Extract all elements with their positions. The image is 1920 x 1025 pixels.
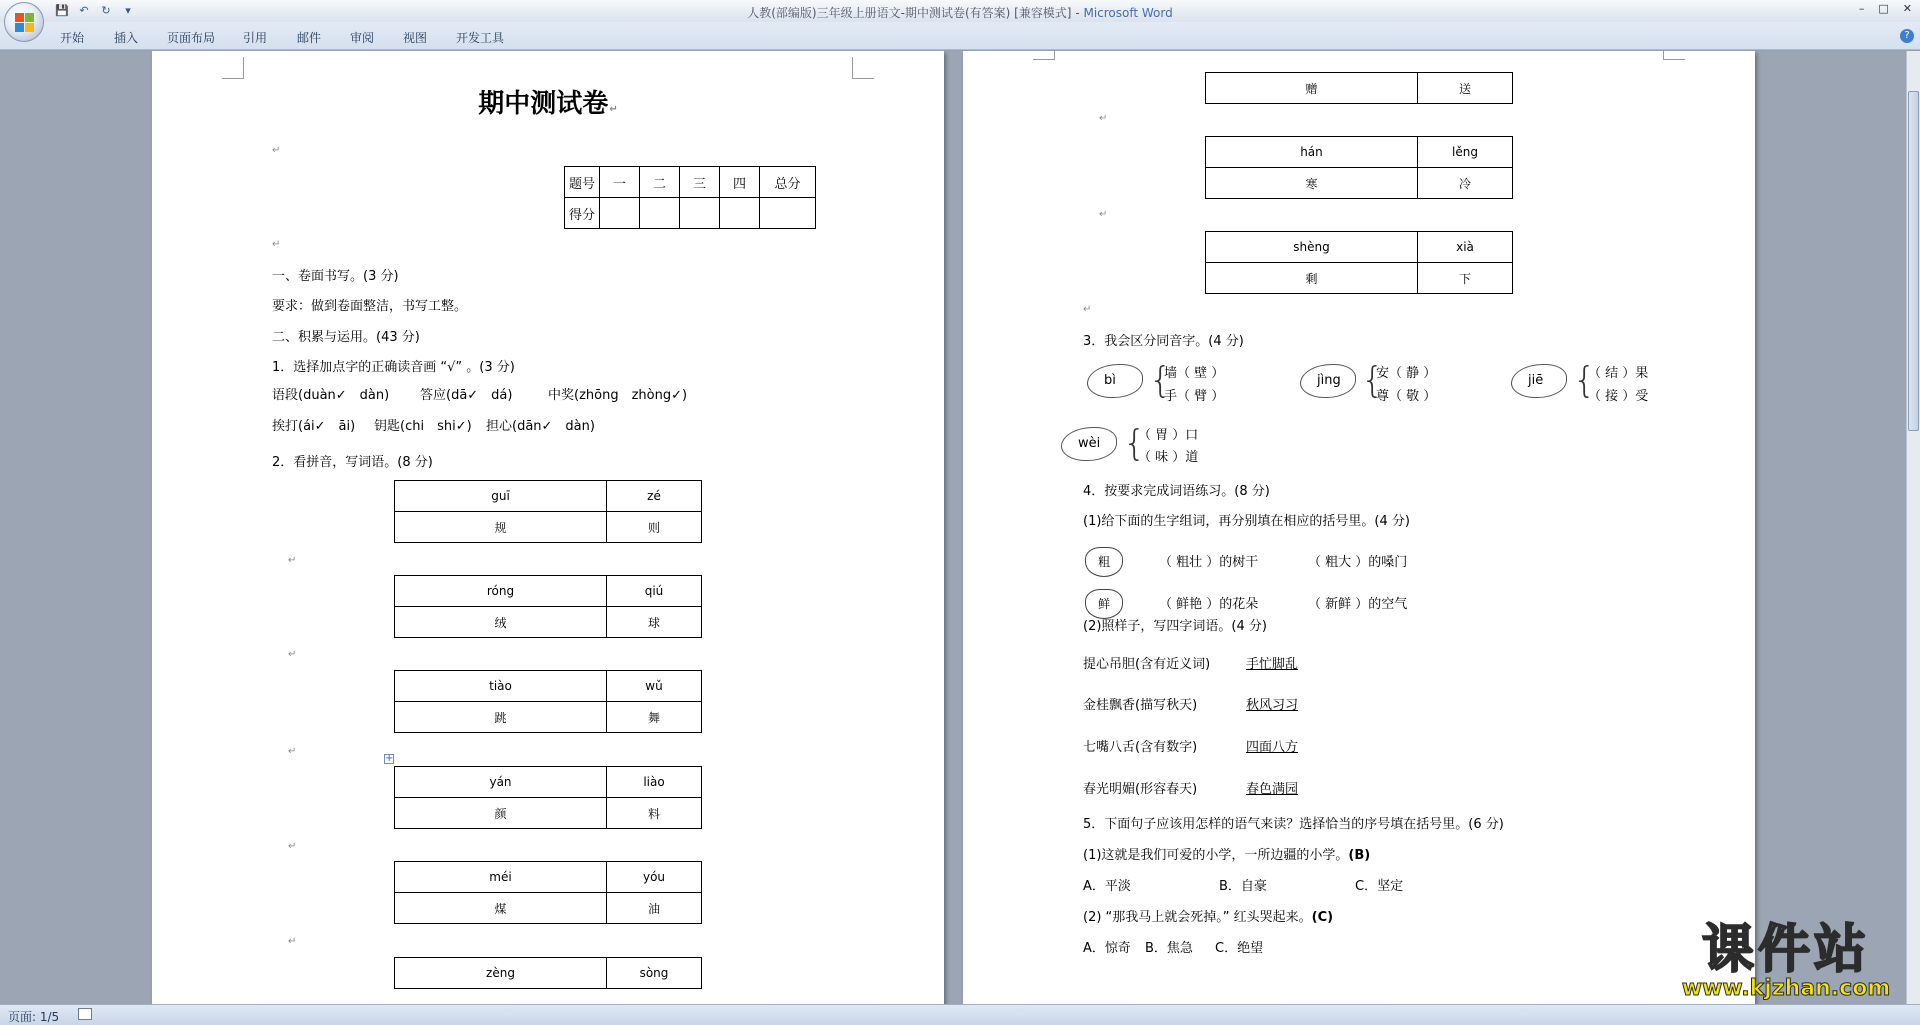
tab-mailings[interactable]: 邮件	[297, 31, 322, 45]
idiom-answer: 秋风习习	[1246, 698, 1299, 713]
pinyin-table	[1205, 72, 1513, 104]
section2-heading: 二、积累与运用。(43 分)	[272, 330, 420, 345]
tab-insert[interactable]: 插入	[114, 31, 139, 45]
word-cell: 送	[1418, 73, 1513, 104]
pinyin-cell: hán	[1206, 137, 1418, 168]
score-cell: 一	[600, 167, 640, 198]
homophone-word: 墙（ 壁 ）	[1164, 366, 1225, 381]
score-cell: 四	[720, 167, 760, 198]
word-cell: 舞	[607, 702, 702, 733]
document-workspace[interactable]	[0, 51, 1906, 1004]
ribbon-tabs	[0, 22, 1920, 50]
pinyin-cell: qiú	[607, 576, 702, 607]
q1-item: 中奖(zhōng zhòng✓)	[548, 388, 688, 403]
minimize-button[interactable]: –	[1858, 2, 1865, 15]
office-button[interactable]	[4, 2, 44, 42]
proofing-icon[interactable]	[78, 1008, 92, 1020]
pinyin-table	[394, 575, 702, 638]
pinyin-cell: sòng	[607, 958, 702, 989]
idiom-question: 提心吊胆(含有近义词)	[1083, 657, 1211, 672]
option: C．坚定	[1355, 879, 1404, 894]
word-cell: 剩	[1206, 263, 1418, 294]
redo-icon[interactable]: ↻	[101, 4, 111, 17]
scrollbar-thumb[interactable]	[1908, 91, 1919, 431]
brace: {	[1361, 360, 1384, 401]
homophone-word: （ 接 ）受	[1588, 389, 1649, 404]
option: C．绝望	[1215, 941, 1264, 956]
pinyin-table	[1205, 136, 1513, 199]
pinyin-cell: guī	[395, 481, 607, 512]
help-icon[interactable]: ?	[1900, 29, 1914, 43]
pinyin-table	[394, 957, 702, 989]
pinyin-table	[1205, 231, 1513, 294]
q1-item: 钥匙(chi shi✓)	[374, 419, 472, 434]
pinyin-table	[394, 480, 702, 543]
document-name: 人教(部编版)三年级上册语文-期中测试卷(有答案) [兼容模式]	[747, 6, 1072, 20]
tab-home[interactable]: 开始	[60, 31, 85, 45]
jar-icon: 粗	[1085, 547, 1123, 577]
word-cell: 下	[1418, 263, 1513, 294]
vertical-scrollbar[interactable]	[1906, 51, 1920, 1004]
question-4-2: (2)照样子，写四字词语。(4 分)	[1083, 619, 1267, 634]
pinyin-cell: méi	[395, 862, 607, 893]
idiom-answer: 春色满园	[1246, 782, 1299, 797]
word-cell: 赠	[1206, 73, 1418, 104]
office-logo-icon	[15, 13, 35, 33]
watermark-url: www.kjzhan.com	[1681, 976, 1891, 1001]
word-cell: 颜	[395, 798, 607, 829]
brace: {	[1123, 423, 1146, 464]
customize-qat-icon[interactable]: ▾	[125, 4, 131, 17]
close-button[interactable]: ✕	[1902, 2, 1912, 15]
pinyin-cell: lěng	[1418, 137, 1513, 168]
pinyin-cell: zèng	[395, 958, 607, 989]
crop-mark	[1663, 51, 1685, 60]
homophone-word: （ 胃 ）口	[1138, 428, 1199, 443]
q1-item: 挨打(ái✓ āi)	[272, 419, 356, 434]
pinyin-cell: yóu	[607, 862, 702, 893]
title-separator: -	[1071, 6, 1084, 20]
page-left[interactable]	[152, 51, 944, 1004]
pinyin-cell: liào	[607, 767, 702, 798]
save-icon[interactable]: 💾	[55, 4, 69, 17]
word-cell: 油	[607, 893, 702, 924]
pinyin-cell: tiào	[395, 671, 607, 702]
idiom-answer: 手忙脚乱	[1246, 657, 1299, 672]
idiom-question: 春光明媚(形容春天)	[1083, 782, 1198, 797]
q4-answer: （ 鲜艳 ）的花朵	[1159, 597, 1259, 612]
page-counter[interactable]: 页面: 1/5	[8, 1010, 60, 1024]
option: B．焦急	[1145, 941, 1193, 956]
homophone-word: 尊（ 敬 ）	[1376, 389, 1437, 404]
question-5-2: (2) “那我马上就会死掉。” 红头哭起来。(C)	[1083, 910, 1334, 925]
pinyin-cell: wǔ	[607, 671, 702, 702]
tab-review[interactable]: 审阅	[350, 31, 375, 45]
window-controls	[1859, 2, 1912, 15]
pinyin-table	[394, 766, 702, 829]
idiom-answer: 四面八方	[1246, 740, 1299, 755]
word-cell: 则	[607, 512, 702, 543]
crop-mark	[222, 57, 244, 79]
page-right[interactable]	[963, 51, 1755, 1004]
leaf-icon: jìng	[1300, 364, 1356, 398]
paragraph-mark: ↵	[1083, 304, 1092, 315]
pinyin-cell: shèng	[1206, 232, 1418, 263]
tab-references[interactable]: 引用	[243, 31, 268, 45]
question-2: 2．看拼音，写词语。(8 分)	[272, 455, 433, 470]
question-3: 3．我会区分同音字。(4 分)	[1083, 334, 1244, 349]
word-cell: 料	[607, 798, 702, 829]
brace: {	[1573, 360, 1596, 401]
tab-view[interactable]: 视图	[403, 31, 428, 45]
score-cell: 题号	[565, 167, 600, 198]
homophone-word: （ 味 ）道	[1138, 450, 1199, 465]
paragraph-mark: ↵	[1099, 113, 1108, 124]
paragraph-mark: ↵	[288, 936, 297, 947]
leaf-icon: wèi	[1061, 427, 1117, 461]
option: A．惊奇	[1083, 941, 1131, 956]
pinyin-table	[394, 670, 702, 733]
option: A．平淡	[1083, 879, 1131, 894]
pinyin-cell: zé	[607, 481, 702, 512]
paragraph-mark: ↵	[288, 746, 297, 757]
q4-answer: （ 粗大 ）的嗓门	[1308, 555, 1408, 570]
jar-icon: 鲜	[1085, 589, 1123, 619]
score-cell: 得分	[565, 198, 600, 229]
exam-title: 期中测试卷↵	[478, 89, 618, 119]
status-bar	[0, 1004, 1920, 1025]
title-bar	[0, 0, 1920, 22]
homophone-word: 手（ 臂 ）	[1164, 389, 1225, 404]
leaf-icon: bì	[1087, 364, 1143, 398]
word-cell: 球	[607, 607, 702, 638]
question-4: 4．按要求完成词语练习。(8 分)	[1083, 484, 1270, 499]
idiom-question: 七嘴八舌(含有数字)	[1083, 740, 1198, 755]
paragraph-mark: ↵	[272, 239, 281, 250]
homophone-word: 安（ 静 ）	[1376, 366, 1437, 381]
option: B．自豪	[1219, 879, 1267, 894]
word-cell: 跳	[395, 702, 607, 733]
word-cell: 绒	[395, 607, 607, 638]
question-5: 5．下面句子应该用怎样的语气来读？选择恰当的序号填在括号里。(6 分)	[1083, 817, 1504, 832]
q4-answer: （ 粗壮 ）的树干	[1159, 555, 1259, 570]
q1-item: 语段(duàn✓ dàn)	[272, 388, 390, 403]
pinyin-cell: róng	[395, 576, 607, 607]
idiom-question: 金桂飘香(描写秋天)	[1083, 698, 1198, 713]
window-title	[0, 4, 1920, 21]
paragraph-mark: ↵	[288, 555, 297, 566]
homophone-word: （ 结 ）果	[1588, 366, 1649, 381]
question-4-1: (1)给下面的生字组词，再分别填在相应的括号里。(4 分)	[1083, 514, 1410, 529]
question-1: 1．选择加点字的正确读音画 “√” 。(3 分)	[272, 360, 515, 375]
undo-icon[interactable]: ↶	[79, 4, 89, 17]
pinyin-cell: xià	[1418, 232, 1513, 263]
section1-requirement: 要求：做到卷面整洁，书写工整。	[272, 299, 468, 314]
q4-answer: （ 新鲜 ）的空气	[1308, 597, 1408, 612]
crop-mark	[852, 57, 874, 79]
word-cell: 冷	[1418, 168, 1513, 199]
app-name: Microsoft Word	[1083, 6, 1173, 20]
q1-item: 答应(dā✓ dá)	[420, 388, 513, 403]
leaf-icon: jiē	[1511, 364, 1567, 398]
score-cell: 总分	[760, 167, 816, 198]
pinyin-table	[394, 861, 702, 924]
maximize-button[interactable]: □	[1878, 2, 1889, 15]
crop-mark	[1033, 51, 1055, 60]
paragraph-mark: ↵	[288, 649, 297, 660]
answer-letter: (B)	[1348, 848, 1371, 863]
watermark	[1666, 920, 1906, 1001]
brace: {	[1149, 360, 1172, 401]
watermark-logo-text: 课件站	[1701, 920, 1870, 980]
pinyin-cell: yán	[395, 767, 607, 798]
score-table	[564, 166, 816, 229]
paragraph-mark: ↵	[288, 841, 297, 852]
word-cell: 寒	[1206, 168, 1418, 199]
word-cell: 煤	[395, 893, 607, 924]
score-cell: 二	[640, 167, 680, 198]
score-cell: 三	[680, 167, 720, 198]
table-move-handle-icon[interactable]: +	[385, 753, 394, 764]
q1-item: 担心(dān✓ dàn)	[486, 419, 595, 434]
question-5-1: (1)这就是我们可爱的小学，一所边疆的小学。(B)	[1083, 848, 1371, 863]
tab-page-layout[interactable]: 页面布局	[167, 31, 216, 45]
tab-developer[interactable]: 开发工具	[456, 31, 505, 45]
answer-letter: (C)	[1311, 910, 1334, 925]
paragraph-mark: ↵	[1099, 209, 1108, 220]
paragraph-mark: ↵	[272, 145, 281, 156]
section1-heading: 一、卷面书写。(3 分)	[272, 269, 399, 284]
word-cell: 规	[395, 512, 607, 543]
